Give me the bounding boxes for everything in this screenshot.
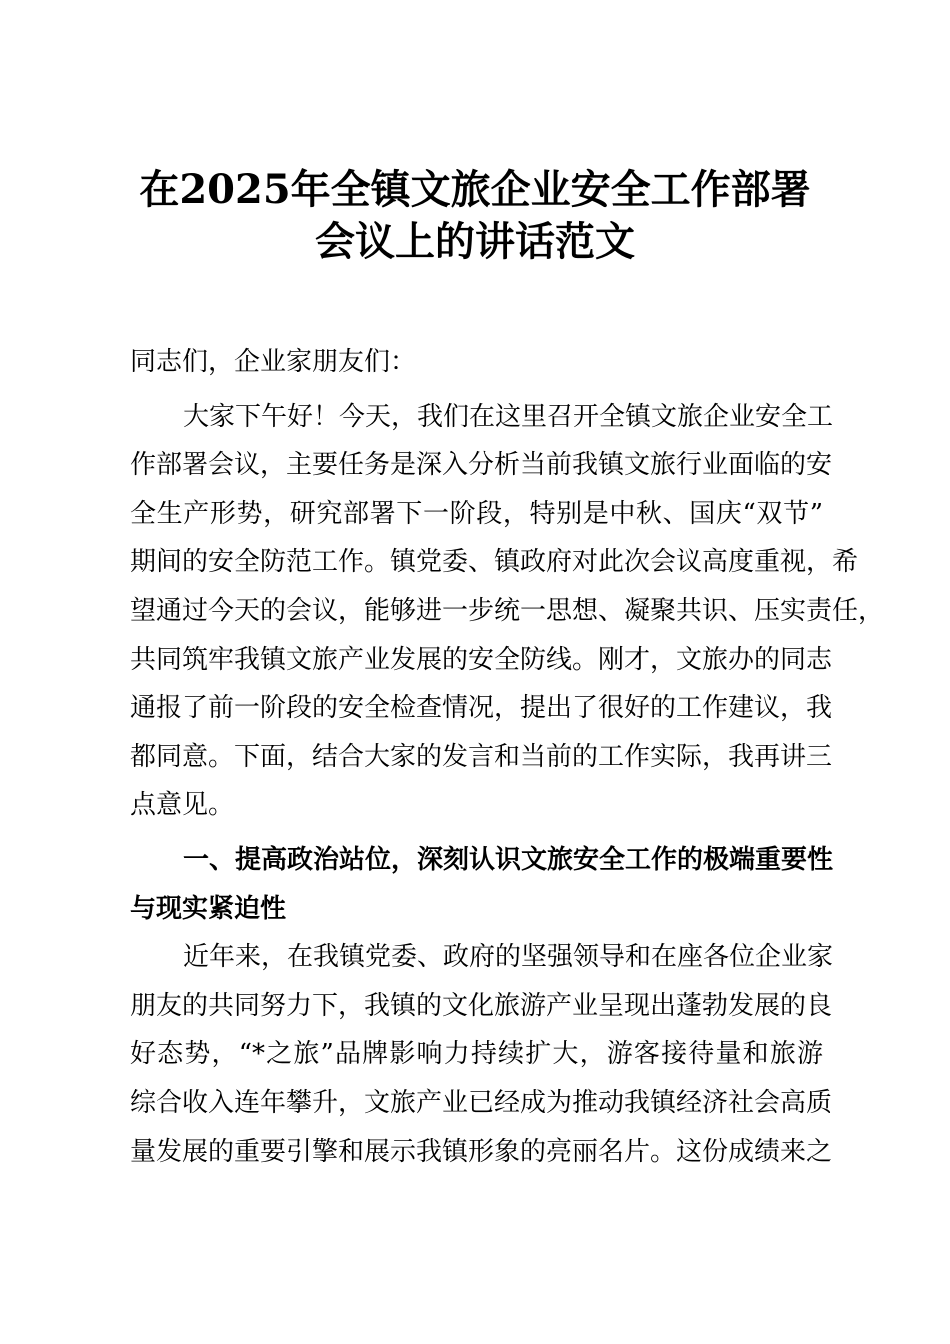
heading-line: 与现实紧迫性 (130, 893, 287, 924)
paragraph-line: 大家下午好！今天，我们在这里召开全镇文旅企业安全工 (183, 401, 834, 432)
paragraph-line: 共同筑牢我镇文旅产业发展的安全防线。刚才，文旅办的同志 (130, 644, 833, 675)
paragraph-line: 通报了前一阶段的安全检查情况，提出了很好的工作建议，我 (130, 693, 833, 724)
paragraph-section-1 (130, 933, 834, 1176)
paragraph-line: 近年来，在我镇党委、政府的坚强领导和在座各位企业家 (183, 942, 834, 973)
document-body (130, 338, 885, 1176)
paragraph-line: 期间的安全防范工作。镇党委、镇政府对此次会议高度重视，希 (130, 547, 859, 578)
paragraph-line: 全生产形势，研究部署下一阶段，特别是中秋、国庆“双节” (130, 498, 823, 529)
paragraph-line: 综合收入连年攀升，文旅产业已经成为推动我镇经济社会高质 (130, 1087, 833, 1118)
title-line: 在2025年全镇文旅企业安全工作部署 (139, 166, 811, 213)
document-title (0, 164, 950, 268)
paragraph-line: 作部署会议，主要任务是深入分析当前我镇文旅行业面临的安 (130, 450, 833, 481)
paragraph-line: 都同意。下面，结合大家的发言和当前的工作实际，我再讲三 (130, 741, 833, 772)
paragraph-line: 好态势，“*之旅”品牌影响力持续扩大，游客接待量和旅游 (130, 1039, 823, 1070)
title-line: 会议上的讲话范文 (315, 218, 635, 265)
salutation: 同志们，企业家朋友们： (130, 347, 417, 377)
paragraph-line: 点意见。 (130, 790, 235, 821)
paragraph-line: 朋友的共同努力下，我镇的文化旅游产业呈现出蓬勃发展的良 (130, 990, 833, 1021)
section-heading-1 (130, 836, 834, 933)
heading-line: 一、提高政治站位，深刻认识文旅安全工作的极端重要性 (183, 844, 834, 875)
paragraph-line: 望通过今天的会议，能够进一步统一思想、凝聚共识、压实责任， (130, 595, 885, 626)
paragraph-line: 量发展的重要引擎和展示我镇形象的亮丽名片。这份成绩来之 (130, 1136, 833, 1167)
paragraph-opening (130, 393, 885, 830)
